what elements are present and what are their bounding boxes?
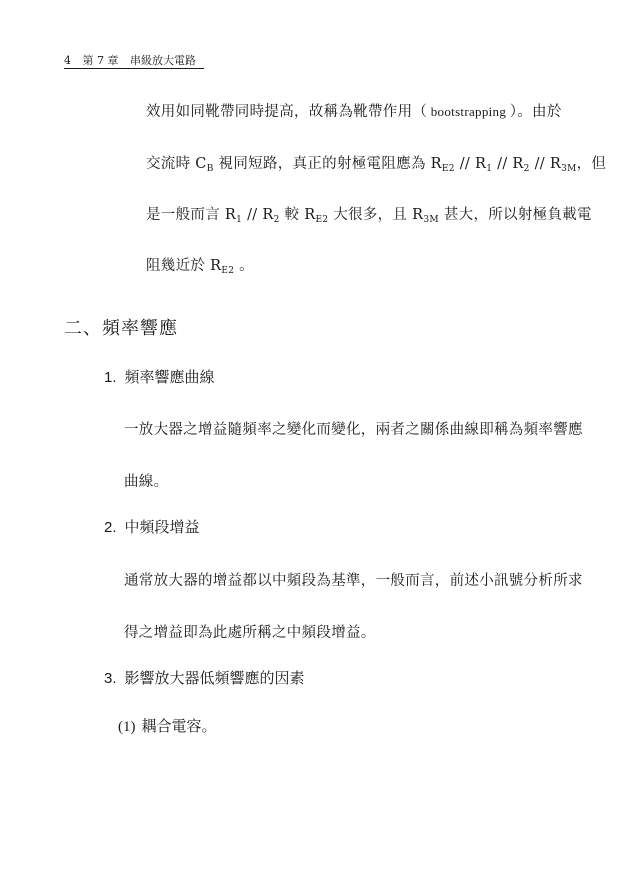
intro-line-1: 效用如同靴帶同時提高，故稱為靴帶作用（ bootstrapping ）。由於: [146, 104, 562, 120]
intro-line-4: 阻幾近於 $R_{E2}$ 。: [146, 258, 254, 276]
subitem-1: (1) 耦合電容。: [118, 717, 217, 735]
item-2-body-line-1: 通常放大器的增益都以中頻段為基準，一般而言，前述小訊號分析所求: [124, 573, 583, 589]
running-header: [64, 54, 204, 69]
item-1-body-line-1: 一放大器之增益隨頻率之變化而變化，兩者之關係曲線即稱為頻率響應: [124, 422, 583, 438]
section-heading: 二、頻率響應: [64, 318, 178, 339]
page-number: 4: [64, 54, 71, 67]
item-2-title: 2. 中頻段增益: [104, 518, 200, 536]
item-3-title: 3. 影響放大器低頻響應的因素: [104, 669, 305, 687]
item-2-body-line-2: 得之增益即為此處所稱之中頻段增益。: [124, 625, 376, 641]
intro-line-2: 交流時 $C_B$ 視同短路，真正的射極電阻應為 $R_{E2} // R_1 // R_2 // R_{3M}$，但: [146, 156, 607, 174]
chapter-label: 第 7 章: [82, 54, 119, 67]
chapter-title: 串級放大電路: [130, 54, 196, 67]
item-1-body-line-2: 曲線。: [124, 474, 169, 490]
item-1-title: 1. 頻率響應曲線: [104, 368, 215, 386]
intro-line-3: 是一般而言 $R_1 // R_2$ 較 $R_{E2}$ 大很多，且 $R_{3M}$ 甚大，所以射極負載電: [146, 207, 592, 225]
